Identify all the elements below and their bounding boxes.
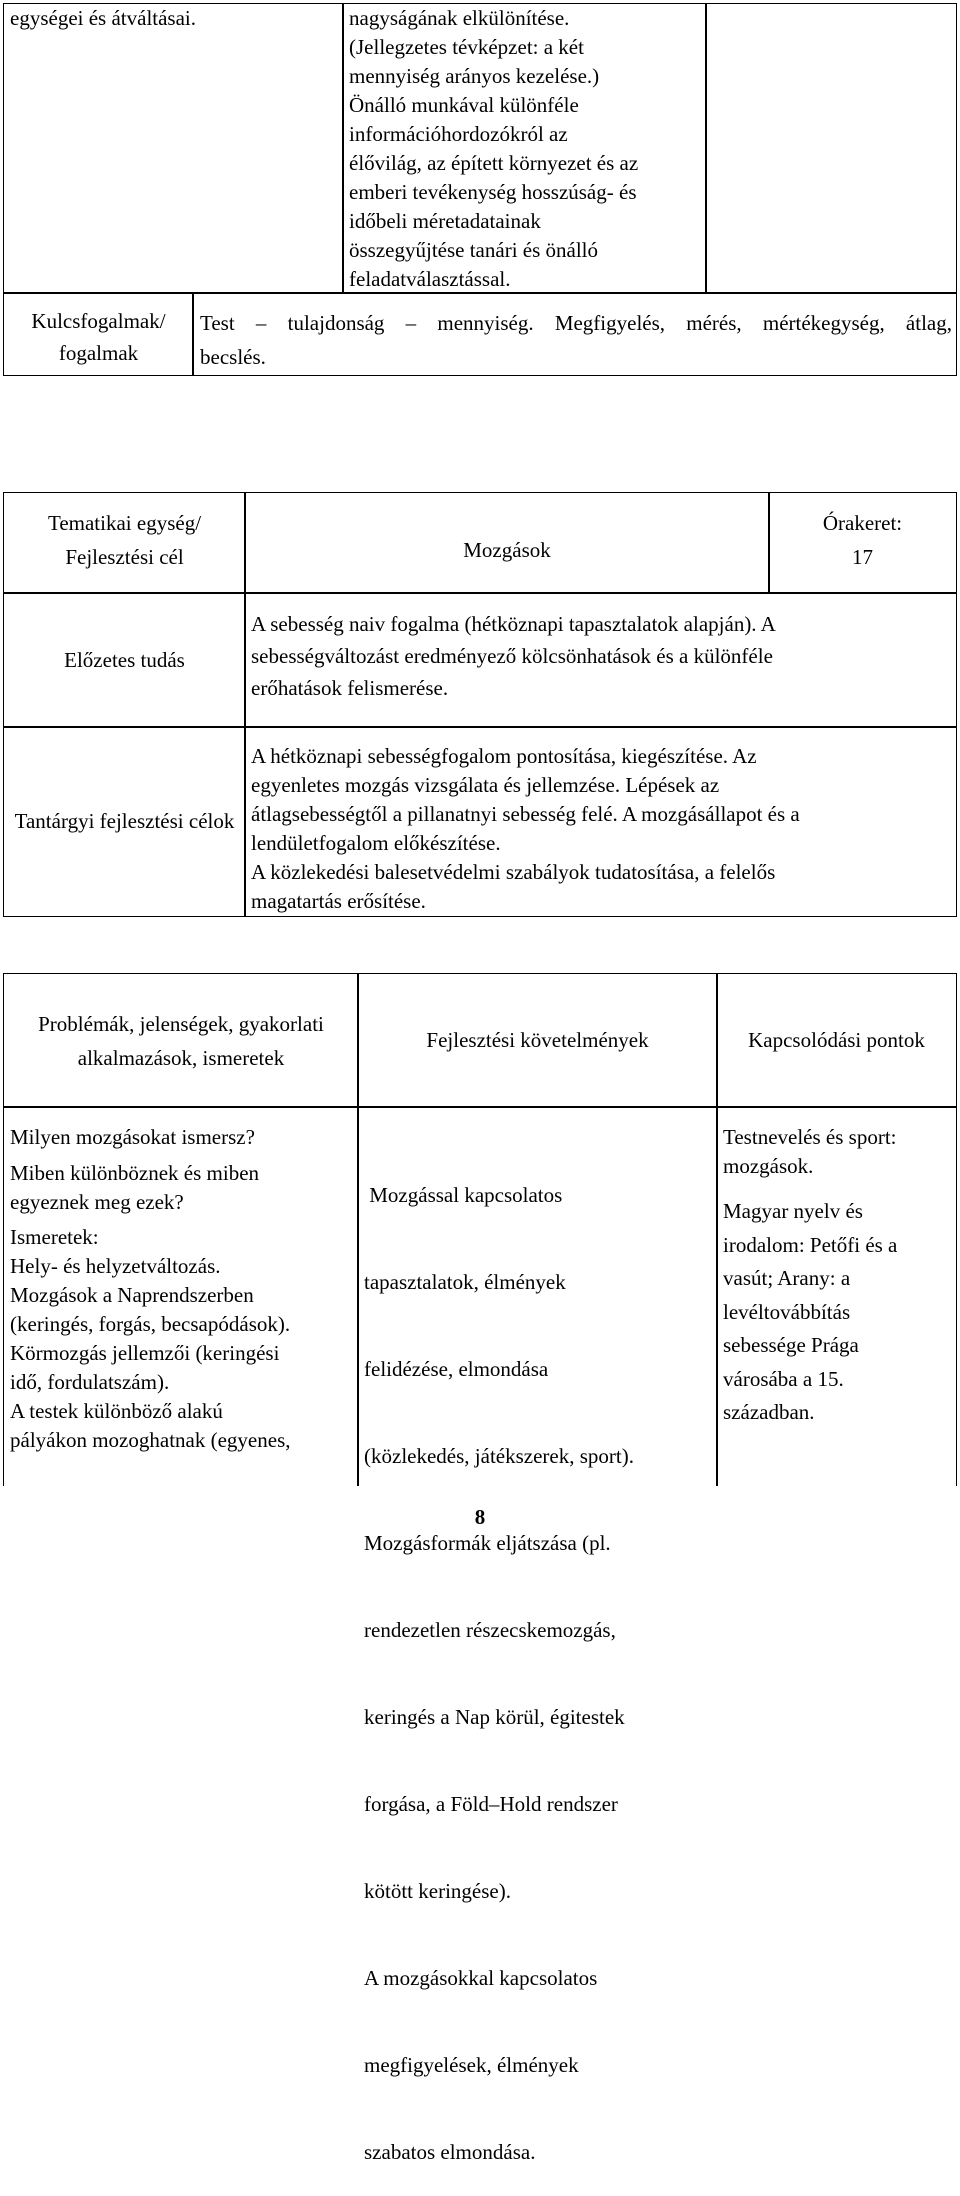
text-line: feladatválasztással. (349, 267, 511, 291)
hours (768, 506, 957, 574)
text-line: A mozgásokkal kapcsolatos (364, 1966, 598, 1990)
text-line: Önálló munkával különféle (349, 93, 579, 117)
text-line: időbeli méretadatainak (349, 209, 541, 233)
hours-value: 17 (852, 545, 873, 569)
text-line: Mozgással kapcsolatos (364, 1183, 563, 1207)
text-line: vasút; Arany: a (723, 1266, 851, 1290)
text-line: Miben különböznek és miben (10, 1161, 260, 1185)
text-line: A sebesség naiv fogalma (hétköznapi tapasztalatok alapján). A (251, 612, 776, 636)
key-concepts-label-text: Kulcsfogalmak/ fogalmak (31, 309, 166, 365)
text-line: információhordozókról az (349, 122, 568, 146)
prior-knowledge-text (251, 608, 951, 704)
unit-label (3, 506, 246, 574)
prior-knowledge-label: Előzetes tudás (64, 647, 185, 672)
key-concepts-text (200, 306, 952, 374)
text-line: pályákon mozoghatnak (egyenes, (10, 1428, 291, 1452)
text-line: kötött keringése). (364, 1879, 511, 1903)
text-line: tapasztalatok, élmények (364, 1270, 566, 1294)
goals-text (251, 742, 951, 916)
text-line: Körmozgás jellemzői (keringési (10, 1341, 280, 1365)
column-header-problems-text: Problémák, jelenségek, gyakorlati alkalmazások, ismeretek (38, 1011, 324, 1070)
text-line: megfigyelések, élmények (364, 2053, 579, 2077)
column-header-requirements: Fejlesztési követelmények (426, 1028, 649, 1052)
table1-middle-text (349, 4, 638, 294)
requirements-column-text (364, 1123, 714, 2196)
text-line: levéltovábbítás (723, 1299, 851, 1324)
text-line: században. (723, 1400, 815, 1424)
goals-label (3, 726, 246, 917)
text-line: erőhatások felismerése. (251, 676, 449, 700)
unit-title: Mozgások (463, 538, 551, 562)
text-line: sebessége Prága (723, 1333, 859, 1357)
links-column-text (723, 1123, 953, 1430)
text-line: Magyar nyelv és (723, 1199, 863, 1223)
text-line: sebességváltozást eredményező kölcsönhatások és a különféle (251, 644, 773, 668)
text-line: Test – tulajdonság – mennyiség. Megfigyelés, mérés, mértékegység, átlag, (200, 311, 952, 335)
unit-label-line: Fejlesztési cél (65, 545, 184, 569)
text-line: magatartás erősítése. (251, 889, 426, 913)
text-line: idő, fordulatszám). (10, 1370, 170, 1394)
text-line: irodalom: Petőfi és a (723, 1232, 898, 1257)
text-line: szabatos elmondása. (364, 2140, 536, 2164)
text-line: forgása, a Föld–Hold rendszer (364, 1792, 618, 1816)
key-concepts-label (3, 302, 194, 372)
column-header-links: Kapcsolódási pontok (748, 1028, 925, 1052)
page-number: 8 (474, 1505, 486, 1529)
text-line: A hétköznapi sebességfogalom pontosítása, kiegészítése. Az (251, 744, 757, 768)
hours-label: Órakeret: (822, 511, 903, 535)
unit-label-line: Tematikai egység/ (47, 511, 202, 535)
text-line: mozgások. (723, 1154, 814, 1178)
text-line: A közlekedési balesetvédelmi szabályok tudatosítása, a felelős (251, 860, 776, 884)
text-line: (keringés, forgás, becsapódások). (10, 1312, 291, 1336)
text-line: A testek különböző alakú (10, 1399, 223, 1423)
column-header-problems (3, 973, 359, 1108)
text-line: rendezetlen részecskemozgás, (364, 1618, 616, 1642)
text-line: nagyságának elkülönítése. (349, 6, 570, 30)
text-line: lendületfogalom előkészítése. (251, 831, 501, 855)
text-line: felidézése, elmondása (364, 1357, 549, 1381)
text-line: Mozgásformák eljátszása (pl. (364, 1531, 611, 1555)
text-line: Ismeretek: (10, 1225, 99, 1249)
table1-right-cell (705, 3, 957, 294)
text-line: Testnevelés és sport: (723, 1125, 897, 1149)
table1-left-text: egységei és átváltásai. (10, 6, 197, 30)
goals-label-text: Tantárgyi fejlesztési célok (14, 809, 235, 833)
text-line: keringés a Nap körül, égitestek (364, 1705, 625, 1729)
text-line: összegyűjtése tanári és önálló (349, 238, 599, 262)
text-line: (Jellegzetes tévképzet: a két (349, 35, 584, 59)
text-line: Hely- és helyzetváltozás. (10, 1254, 221, 1278)
text-line: mennyiség arányos kezelése.) (349, 64, 600, 88)
text-line: átlagsebességtől a pillanatnyi sebesség felé. A mozgásállapot és a (251, 802, 800, 826)
text-line: egyeznek meg ezek? (10, 1190, 184, 1214)
text-line: egyenletes mozgás vizsgálata és jellemzése. Lépések az (251, 773, 720, 797)
table1-left-cell (3, 3, 344, 294)
text-line: élővilág, az épített környezet és az (349, 151, 639, 175)
problems-column-text (10, 1123, 355, 1455)
text-line: becslés. (200, 345, 266, 369)
question: Milyen mozgásokat ismersz? (10, 1125, 255, 1149)
text-line: emberi tevékenység hosszúság- és (349, 180, 637, 204)
text-line: városába a 15. (723, 1366, 844, 1391)
links-block (723, 1195, 953, 1430)
text-line: Mozgások a Naprendszerben (10, 1283, 254, 1307)
text-line: (közlekedés, játékszerek, sport). (364, 1444, 634, 1468)
